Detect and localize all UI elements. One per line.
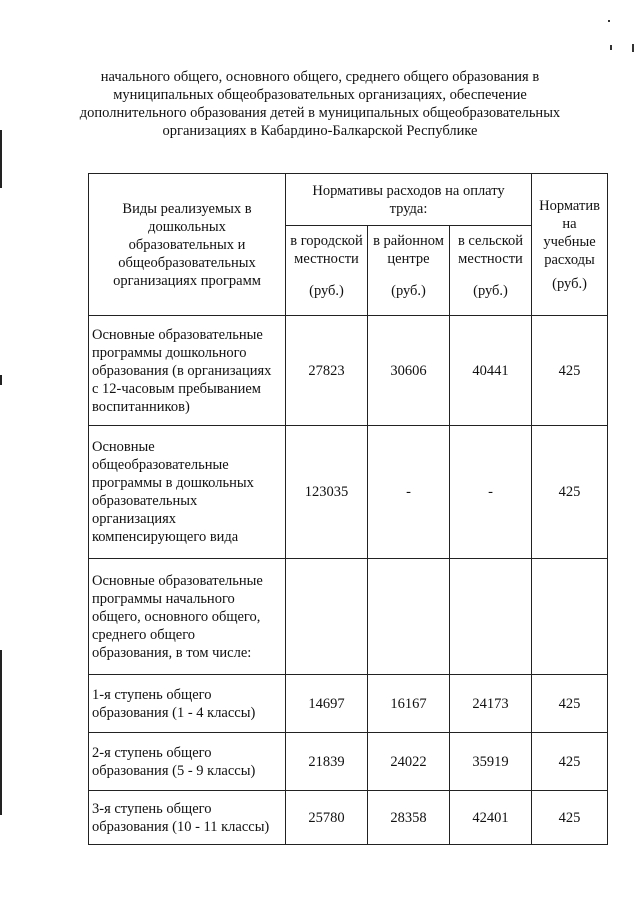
- row-program-name: 1-я ступень общего образования (1 - 4 классы): [89, 675, 286, 733]
- row-rural-value: [450, 559, 532, 675]
- table-row: [89, 675, 608, 733]
- row-urban-value: 123035: [286, 426, 368, 559]
- row-rural-value: -: [450, 426, 532, 559]
- header-study-norm: [532, 174, 608, 316]
- scan-speck: [608, 20, 610, 22]
- scan-margin-line: [0, 130, 2, 188]
- title-line-3: дополнительного образования детей в муниципальных общеобразовательных: [79, 105, 561, 121]
- header-urban-unit: (руб.): [309, 283, 344, 299]
- scan-speck: [632, 44, 634, 52]
- row-rural-value: 42401: [450, 791, 532, 845]
- row-district-value: [368, 559, 450, 675]
- row-study-value: 425: [532, 426, 608, 559]
- row-urban-value: 27823: [286, 316, 368, 426]
- row-study-value: 425: [532, 675, 608, 733]
- header-rural-unit: (руб.): [473, 283, 508, 299]
- row-study-value: 425: [532, 316, 608, 426]
- row-district-value: 28358: [368, 791, 450, 845]
- header-rural: [450, 226, 532, 316]
- row-district-value: 16167: [368, 675, 450, 733]
- scan-speck: [610, 45, 612, 50]
- header-district-label: в районном центре: [373, 233, 444, 267]
- row-study-value: [532, 559, 608, 675]
- row-rural-value: 24173: [450, 675, 532, 733]
- row-rural-value: 40441: [450, 316, 532, 426]
- scan-margin-line: [0, 375, 2, 385]
- row-program-name: 3-я ступень общего образования (10 - 11 классы): [89, 791, 286, 845]
- title-line-4: организациях в Кабардино-Балкарской Республике: [162, 123, 478, 139]
- header-labor-norms: Нормативы расходов на оплату труда:: [286, 174, 532, 226]
- table-row: [89, 316, 608, 426]
- header-programs: Виды реализуемых в дошкольных образовательных и общеобразовательных организациях программ: [89, 174, 286, 316]
- row-urban-value: 25780: [286, 791, 368, 845]
- table-row: [89, 426, 608, 559]
- header-rural-label: в сельской местности: [457, 233, 524, 267]
- document-title: [60, 68, 580, 140]
- row-district-value: 24022: [368, 733, 450, 791]
- row-urban-value: 14697: [286, 675, 368, 733]
- title-line-1: начального общего, основного общего, среднего общего образования в: [100, 69, 540, 85]
- row-program-name: Основные образовательные программы начального общего, основного общего, среднего общего образования, в том числе:: [89, 559, 286, 675]
- row-study-value: 425: [532, 791, 608, 845]
- row-rural-value: 35919: [450, 733, 532, 791]
- title-line-2: муниципальных общеобразовательных организациях, обеспечение: [113, 87, 527, 103]
- row-urban-value: [286, 559, 368, 675]
- row-program-name: 2-я ступень общего образования (5 - 9 классы): [89, 733, 286, 791]
- row-district-value: -: [368, 426, 450, 559]
- norms-table: [88, 173, 608, 845]
- scan-margin-line: [0, 650, 2, 815]
- row-program-name: Основные общеобразовательные программы в дошкольных образовательных организациях компенсирующего вида: [89, 426, 286, 559]
- header-urban: [286, 226, 368, 316]
- table-header-row: [89, 174, 608, 226]
- row-study-value: 425: [532, 733, 608, 791]
- header-study-label: Норматив на учебные расходы: [539, 197, 600, 268]
- header-district-unit: (руб.): [391, 283, 426, 299]
- header-district: [368, 226, 450, 316]
- header-study-unit: (руб.): [552, 275, 587, 292]
- row-district-value: 30606: [368, 316, 450, 426]
- table-row: [89, 559, 608, 675]
- header-urban-label: в городской местности: [290, 233, 363, 267]
- row-program-name: Основные образовательные программы дошкольного образования (в организациях с 12-часовым пребыванием воспитанников): [89, 316, 286, 426]
- table-row: [89, 733, 608, 791]
- table-row: [89, 791, 608, 845]
- row-urban-value: 21839: [286, 733, 368, 791]
